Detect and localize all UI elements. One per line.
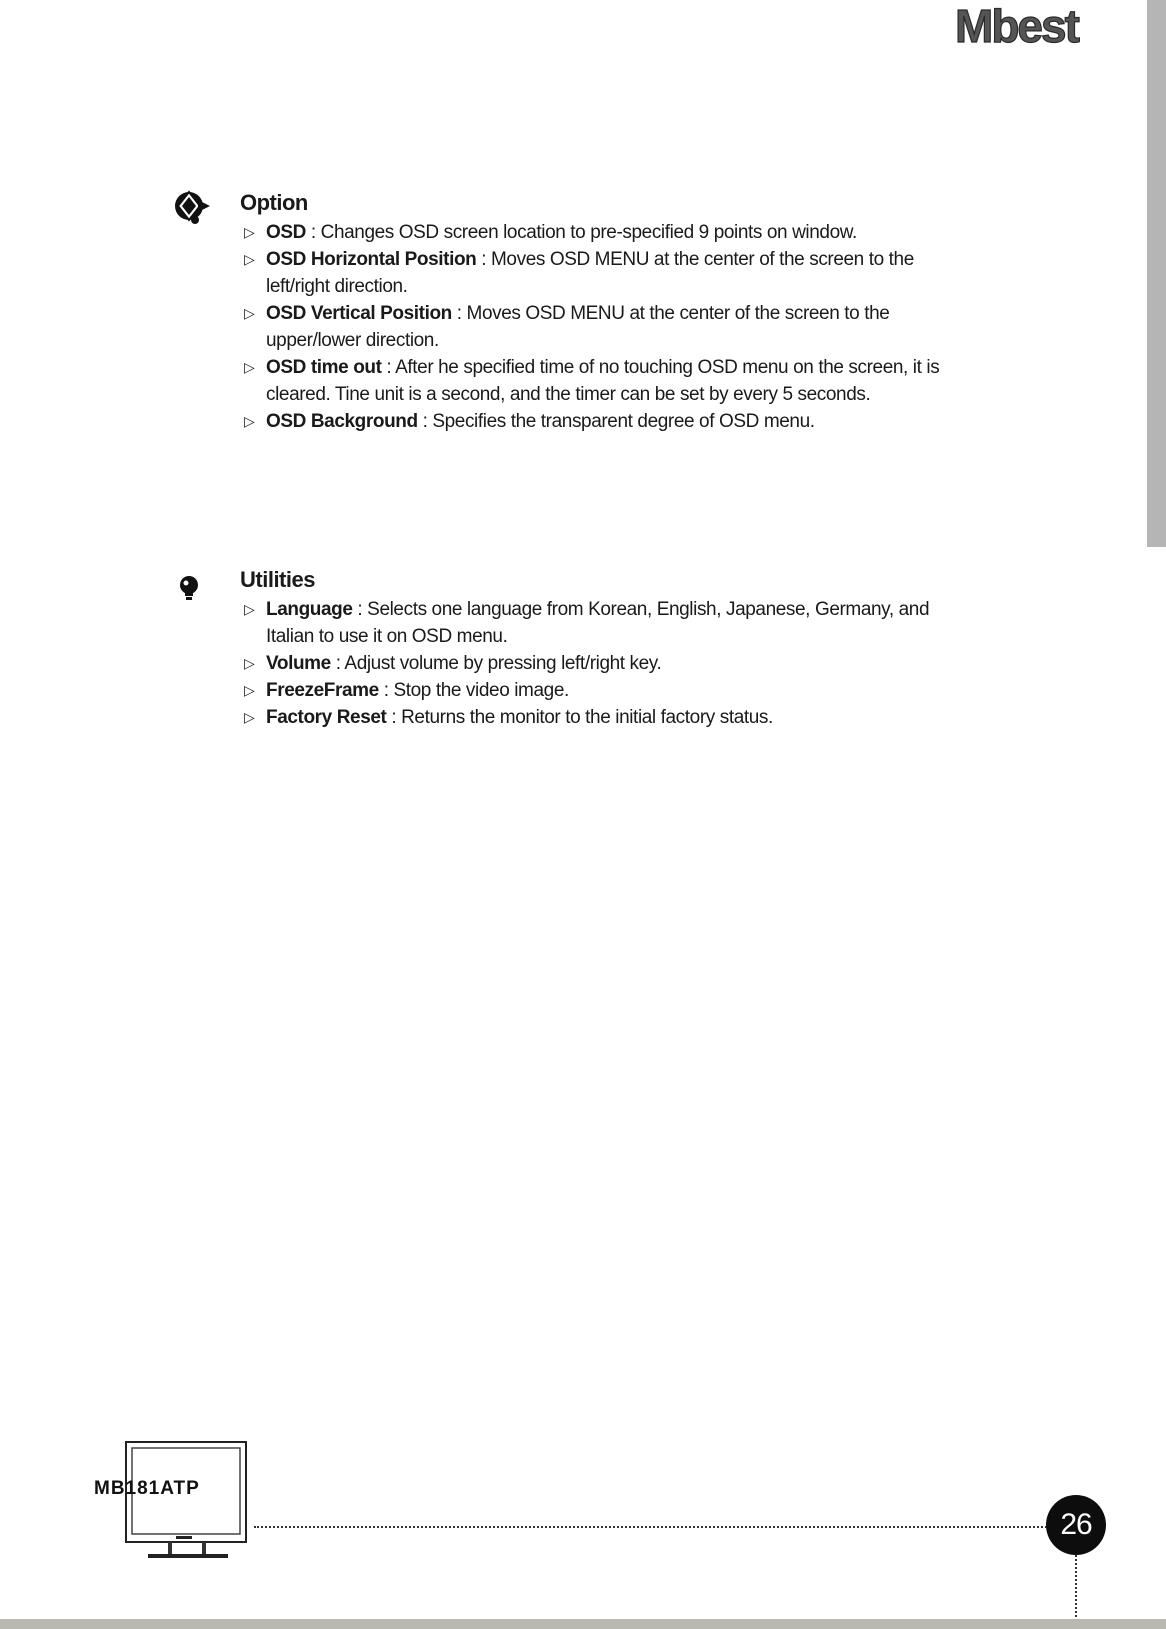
item-term: OSD Vertical Position bbox=[266, 303, 452, 324]
list-item bbox=[240, 596, 980, 650]
triangle-bullet-icon: ▷ bbox=[244, 601, 255, 617]
item-term: Factory Reset bbox=[266, 707, 387, 728]
monitor-icon bbox=[124, 1440, 250, 1564]
item-description: : Selects one language from Korean, English, Japanese, Germany, and Italian to use it on OSD menu. bbox=[266, 599, 930, 647]
list-item bbox=[240, 650, 980, 677]
list-item bbox=[240, 354, 980, 408]
triangle-bullet-icon: ▷ bbox=[244, 251, 255, 267]
page-number-badge: 26 bbox=[1046, 1495, 1106, 1555]
triangle-bullet-icon: ▷ bbox=[244, 359, 255, 375]
item-description: : After he specified time of no touching OSD menu on the screen, it is cleared. Tine unit is a second, and the timer can be set by every 5 seconds. bbox=[266, 357, 940, 405]
item-term: OSD bbox=[266, 222, 306, 243]
triangle-bullet-icon: ▷ bbox=[244, 682, 255, 698]
list-item bbox=[240, 408, 980, 435]
brand-logo-text: Mbest bbox=[955, 0, 1078, 52]
bottom-strip bbox=[0, 1619, 1166, 1629]
list-item bbox=[240, 704, 980, 731]
item-description: : Moves OSD MENU at the center of the screen to the left/right direction. bbox=[266, 249, 914, 297]
list-item bbox=[240, 300, 980, 354]
triangle-bullet-icon: ▷ bbox=[244, 655, 255, 671]
side-strip bbox=[1147, 0, 1166, 547]
item-term: Language bbox=[266, 599, 353, 620]
utilities-bulb-icon bbox=[176, 574, 206, 604]
list-item bbox=[240, 219, 980, 246]
item-description: : Stop the video image. bbox=[378, 680, 569, 701]
item-term: OSD time out bbox=[266, 357, 382, 378]
footer-dotted-line bbox=[254, 1526, 1054, 1528]
triangle-bullet-icon: ▷ bbox=[244, 709, 255, 725]
item-description: : Adjust volume by pressing left/right key. bbox=[330, 653, 662, 674]
item-term: Volume bbox=[266, 653, 331, 674]
model-label: MB181ATP bbox=[94, 1478, 200, 1499]
option-section bbox=[240, 190, 980, 435]
triangle-bullet-icon: ▷ bbox=[244, 413, 255, 429]
item-term: OSD Horizontal Position bbox=[266, 249, 477, 270]
item-term: OSD Background bbox=[266, 411, 418, 432]
item-description: : Moves OSD MENU at the center of the screen to the upper/lower direction. bbox=[266, 303, 890, 351]
list-item bbox=[240, 246, 980, 300]
option-heading: Option bbox=[240, 190, 308, 215]
item-description: : Returns the monitor to the initial factory status. bbox=[386, 707, 773, 728]
utilities-heading: Utilities bbox=[240, 567, 315, 592]
item-description: : Changes OSD screen location to pre-specified 9 points on window. bbox=[305, 222, 857, 243]
option-diamond-icon bbox=[172, 184, 220, 232]
item-term: FreezeFrame bbox=[266, 680, 379, 701]
triangle-bullet-icon: ▷ bbox=[244, 305, 255, 321]
item-description: : Specifies the transparent degree of OSD menu. bbox=[417, 411, 815, 432]
footer-vertical-dotted-line bbox=[1075, 1555, 1077, 1617]
list-item bbox=[240, 677, 980, 704]
brand-logo bbox=[955, 0, 1115, 52]
utilities-section bbox=[240, 567, 980, 731]
triangle-bullet-icon: ▷ bbox=[244, 224, 255, 240]
